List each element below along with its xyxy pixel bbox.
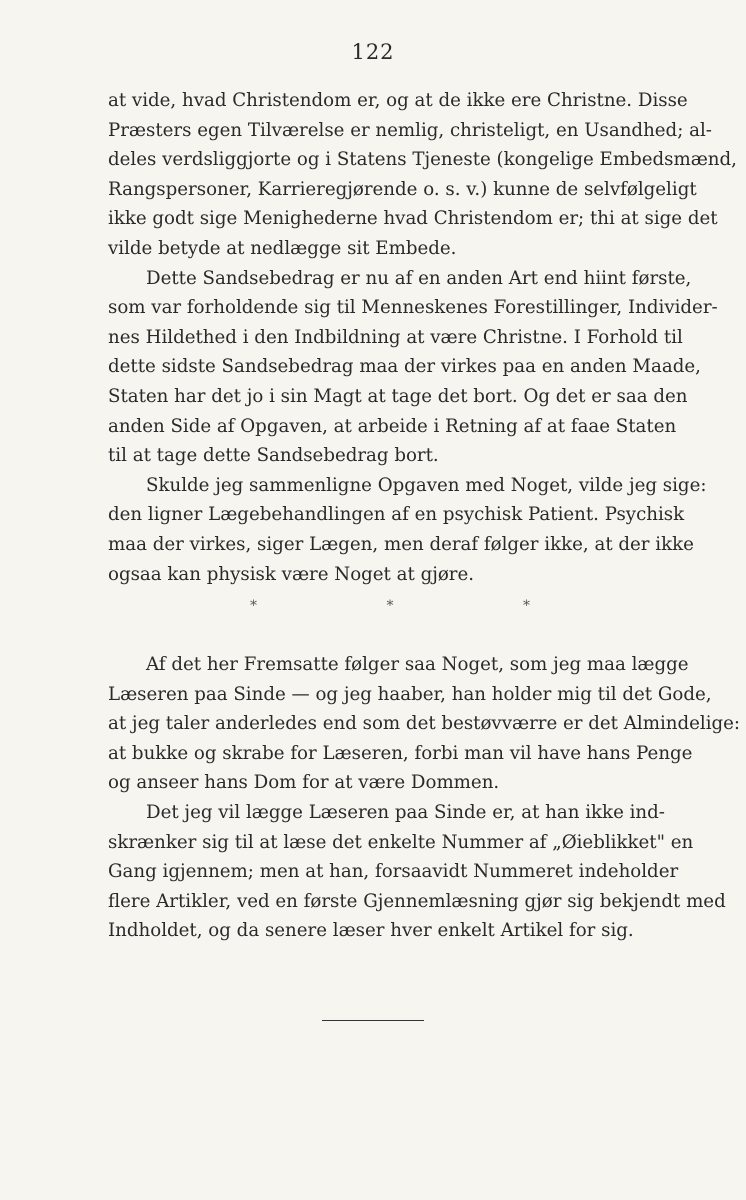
end-rule xyxy=(322,1020,424,1021)
text-line: Læseren paa Sinde — og jeg haaber, han holder mig til det Gode, xyxy=(108,683,712,705)
text-line: Indholdet, og da senere læser hver enkelt Artikel for sig. xyxy=(108,920,634,942)
text-line: Dette Sandsebedrag er nu af en anden Art end hiint første, xyxy=(146,267,692,289)
text-line: Skulde jeg sammenligne Opgaven med Noget, vilde jeg sige: xyxy=(146,474,707,496)
text-line: Af det her Fremsatte følger saa Noget, som jeg maa lægge xyxy=(146,654,689,675)
text-line: at bukke og skrabe for Læseren, forbi man vil have hans Penge xyxy=(108,742,693,764)
text-line: Det jeg vil lægge Læseren paa Sinde er, at han ikke ind- xyxy=(146,801,665,823)
text-line: ikke godt sige Menighederne hvad Christendom er; thi at sige det xyxy=(108,208,718,230)
text-line: vilde betyde at nedlægge sit Embede. xyxy=(108,237,457,259)
text-line: Præsters egen Tilværelse er nemlig, christeligt, en Usandhed; al- xyxy=(108,119,712,141)
text-line: flere Artikler, ved en første Gjennemlæsning gjør sig bekjendt med xyxy=(108,890,726,912)
asterisk: * xyxy=(386,598,394,614)
text-block-top xyxy=(108,86,737,589)
text-line: til at tage dette Sandsebedrag bort. xyxy=(108,445,439,467)
text-line: skrænker sig til at læse det enkelte Nummer af „Øieblikket" en xyxy=(108,831,694,853)
text-line: at vide, hvad Christendom er, og at de ikke ere Christne. Disse xyxy=(108,90,688,111)
text-line: ogsaa kan physisk være Noget at gjøre. xyxy=(108,563,475,585)
text-line: som var forholdende sig til Menneskenes Forestillinger, Individer- xyxy=(108,297,718,319)
text-line: nes Hildethed i den Indbildning at være Christne. I Forhold til xyxy=(108,326,683,348)
text-line: deles verdsliggjorte og i Statens Tjeneste (kongelige Embedsmænd, xyxy=(108,149,737,171)
text-line: dette sidste Sandsebedrag maa der virkes paa en anden Maade, xyxy=(108,356,701,378)
section-separator xyxy=(250,598,530,614)
text-line: Staten har det jo i sin Magt at tage det bort. Og det er saa den xyxy=(108,385,688,407)
text-line: Rangspersoner, Karrieregjørende o. s. v.) kunne de selvfølgeligt xyxy=(108,178,697,200)
text-line: og anseer hans Dom for at være Dommen. xyxy=(108,772,500,794)
text-line: maa der virkes, siger Lægen, men deraf følger ikke, at der ikke xyxy=(108,533,694,555)
text-block-bottom xyxy=(108,650,741,946)
page-number: 122 xyxy=(351,40,395,64)
asterisk: * xyxy=(523,598,530,614)
text-line: Gang igjennem; men at han, forsaavidt Nummeret indeholder xyxy=(108,861,679,883)
text-line: den ligner Lægebehandlingen af en psychisk Patient. Psychisk xyxy=(108,504,685,526)
text-line: at jeg taler anderledes end som det bestøvværre er det Almindelige: xyxy=(108,713,741,735)
asterisk: * xyxy=(250,598,257,614)
text-line: anden Side af Opgaven, at arbeide i Retning af at faae Staten xyxy=(108,415,677,437)
